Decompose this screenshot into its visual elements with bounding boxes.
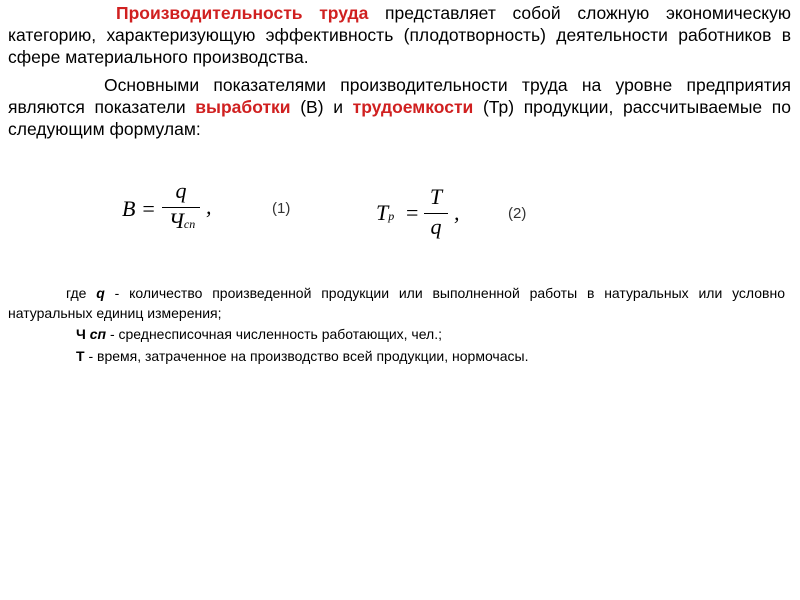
formula-output-denominator: Чсп (168, 208, 196, 233)
symbol-q: q (96, 285, 105, 301)
formula-number-1: (1) (272, 200, 291, 217)
term-labor-productivity: Производительность труда (116, 3, 369, 23)
formula-labor-intensity (376, 186, 466, 242)
formula-intensity-lhs: Тр (376, 200, 395, 225)
paragraph-indicators-part1: Основными показателями производительности труда на уровне предприятия являются показатели (8, 75, 791, 117)
paragraph-definition-text: представляет собой сложную экономическую категорию, характеризующую эффективность (плодотворность) деятельности работников в сфере материального производства. (8, 3, 791, 67)
symbol-t: Т (76, 348, 85, 364)
definition-headcount: Ч сп - среднесписочная численность работающих, чел.; (76, 326, 442, 342)
term-output: выработки (195, 97, 291, 117)
definition-time: Т - время, затраченное на производство всей продукции, нормочасы. (76, 348, 529, 364)
formula-intensity-denominator: q (430, 214, 442, 239)
formula-output-numerator: q (175, 178, 187, 203)
paragraph-definition (8, 2, 791, 68)
definition-q: где q - количество произведенной продукции или выполненной работы в натуральных или условно натуральных единиц измерения; (8, 285, 785, 321)
formula-intensity-comma: , (454, 200, 460, 225)
formula-output-comma: , (206, 194, 212, 219)
formula-output (122, 178, 222, 233)
formula-intensity-numerator: Т (429, 184, 443, 209)
formula-output-lhs: В = (122, 196, 156, 221)
symbol-sp: сп (85, 326, 107, 342)
formula-number-2: (2) (508, 205, 527, 222)
formula-intensity-eq: = (406, 200, 419, 225)
term-labor-intensity: трудоемкости (352, 97, 474, 117)
paragraph-indicators-part2: (В) и (290, 97, 353, 117)
paragraph-indicators-part3: (Тр) продукции, рассчитываемые по следующим формулам: (8, 97, 791, 139)
paragraph-indicators (8, 74, 791, 140)
symbol-ch: Ч (76, 326, 86, 342)
